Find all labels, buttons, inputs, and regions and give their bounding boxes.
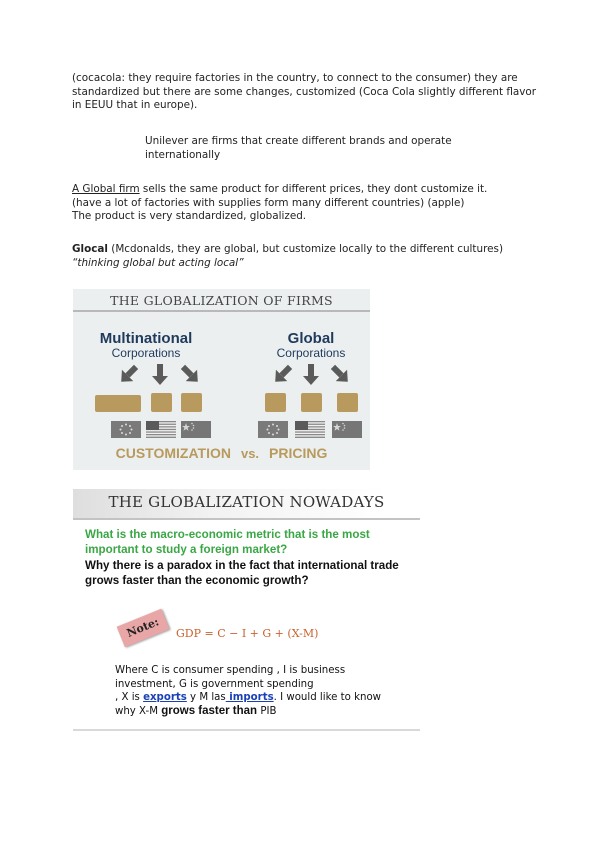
question-paradox: Why there is a paradox in the fact that international trade grows faster than the economic growth? <box>85 559 399 587</box>
explanation-text-d: . I would like to know why X-M <box>115 692 382 717</box>
us-flag-icon <box>295 421 325 438</box>
global-firm-line2: (have a lot of factories with supplies form many different countries) (apple) <box>72 196 465 209</box>
product-box-wide <box>95 395 141 412</box>
explanation-text-b: , X is <box>115 692 144 703</box>
us-flag-icon <box>146 421 176 438</box>
explanation-text-c: y M las <box>186 692 226 703</box>
explanation-text-a: Where C is consumer spending , I is business investment, G is government spending <box>115 665 346 690</box>
eu-flag-icon <box>258 421 288 438</box>
slide-globalization-of-firms <box>73 289 370 470</box>
arrow-down-icon <box>303 364 319 385</box>
arrow-down-right-icon <box>177 361 203 387</box>
china-flag-icon <box>332 421 362 438</box>
slide2-bottom-border <box>73 729 420 731</box>
slide1-footer <box>73 445 370 461</box>
imports-link[interactable]: imports <box>225 692 274 703</box>
versus-label: vs. <box>240 446 260 461</box>
china-flag-icon <box>181 421 211 438</box>
arrows-group <box>73 359 370 389</box>
paragraph-unilever: Unilever are firms that create different brands and operate internationally <box>145 135 452 161</box>
paragraph-cocacola: (cocacola: they require factories in the country, to connect to the consumer) they are standardized but there are some changes, customized (Coca Cola slightly different flavor in EEUU that in europe). <box>72 72 537 111</box>
global-title: Global <box>287 330 335 347</box>
arrow-down-icon <box>152 364 168 385</box>
eu-flag-icon <box>111 421 141 438</box>
arrow-down-left-icon <box>116 361 142 387</box>
customization-label: CUSTOMIZATION <box>115 445 231 461</box>
paragraph-glocal <box>72 243 542 270</box>
explanation-text-e: PIB <box>257 705 277 717</box>
global-subtitle: Corporations <box>276 346 346 360</box>
global-firm-text: sells the same product for different prices, they dont customize it. <box>139 183 488 195</box>
pricing-label: PRICING <box>269 445 328 461</box>
glocal-text: (Mcdonalds, they are global, but customize locally to the different cultures) <box>107 243 503 255</box>
multinational-title: Multinational <box>99 330 193 347</box>
gdp-formula: GDP = C − I + G + (X-M) <box>176 627 319 640</box>
slide1-title: THE GLOBALIZATION OF FIRMS <box>110 293 333 308</box>
global-firm-term: A Global firm <box>72 183 140 195</box>
product-box <box>151 393 172 412</box>
glocal-term: Glocal <box>72 243 108 255</box>
exports-link[interactable]: exports <box>143 692 187 703</box>
question-macro-metric: What is the macro-economic metric that is the most important to study a foreign market? <box>85 528 370 556</box>
slide-globalization-nowadays <box>73 489 420 731</box>
glocal-quote: “thinking global but acting local” <box>72 256 244 269</box>
formula-explanation <box>115 664 395 718</box>
product-box <box>301 393 322 412</box>
slide1-divider <box>73 310 370 312</box>
arrow-down-left-icon <box>270 361 296 387</box>
multinational-subtitle: Corporations <box>111 346 181 360</box>
product-box <box>181 393 202 412</box>
multinational-heading <box>81 331 211 360</box>
note-sticker: Note: <box>117 609 170 647</box>
slide2-divider <box>73 518 420 520</box>
global-firm-line3: The product is very standardized, globalized. <box>72 210 307 222</box>
product-box <box>265 393 286 412</box>
slide2-title: THE GLOBALIZATION NOWADAYS <box>108 493 385 511</box>
explanation-bold: grows faster than <box>161 704 258 717</box>
product-box <box>337 393 358 412</box>
global-heading <box>246 331 370 360</box>
paragraph-global-firm <box>72 183 542 224</box>
arrow-down-right-icon <box>327 361 353 387</box>
